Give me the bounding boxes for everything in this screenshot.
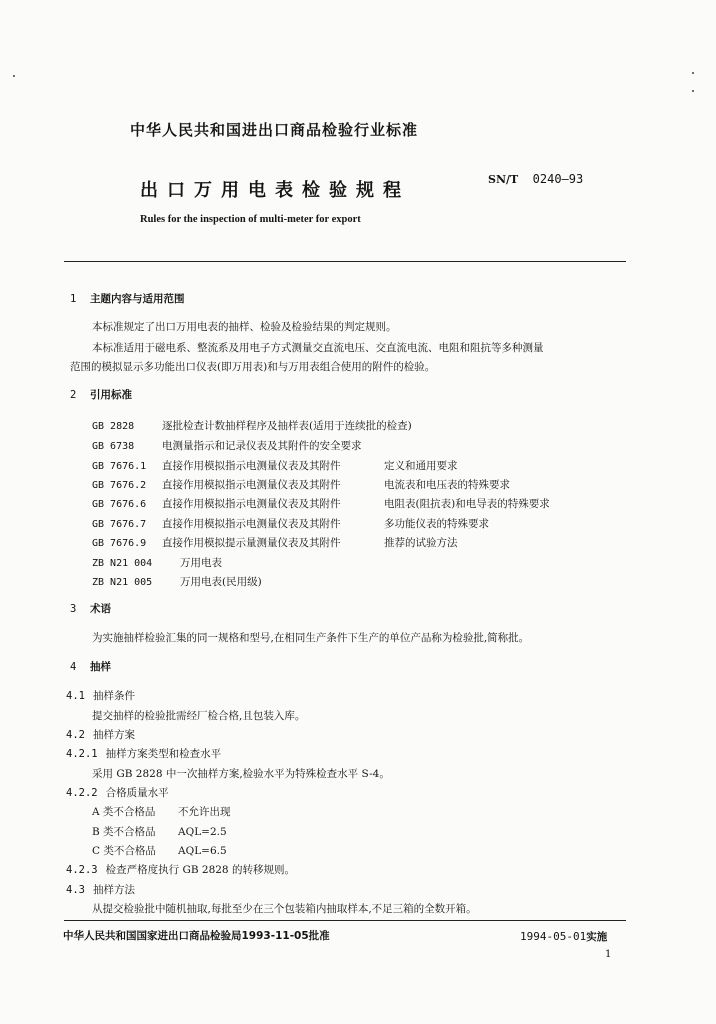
footer-divider [64,920,626,921]
standard-prefix: SN/T [488,173,519,186]
clause-4-2-1-heading: 4.2.1 抽样方案类型和检查水平 [66,748,222,760]
clause-4-1-text: 提交抽样的检验批需经厂检合格,且包装入库。 [92,710,306,722]
reference-item: ZB N21 005 万用电表(民用级) [92,576,262,588]
implementation-date: 1994-05-01实施 [520,930,608,943]
document-title-english: Rules for the inspection of multi-meter for export [140,214,361,225]
reference-item: GB 2828 逐批检查计数抽样程序及抽样表(适用于连续批的检查) [92,420,412,432]
reference-item: GB 7676.2 直接作用模拟指示电测量仪表及其附件 电流表和电压表的特殊要求 [92,479,510,491]
clause-4-2-2-heading: 4.2.2 合格质量水平 [66,787,169,799]
quality-level-item: C 类不合格品 AQL=6.5 [92,845,227,857]
reference-item: GB 7676.1 直接作用模拟指示电测量仪表及其附件 定义和通用要求 [92,460,458,472]
section-1-heading: 1 主题内容与适用范围 [70,293,185,305]
approval-note: 中华人民共和国国家进出口商品检验局1993-11-05批准 [63,930,330,942]
section-1-paragraph-1: 本标准规定了出口万用电表的抽样、检验及检验结果的判定规则。 [92,321,397,333]
section-3-heading: 3 术语 [70,603,111,615]
section-1-paragraph-2: 本标准适用于磁电系、整流系及用电子方式测量交直流电压、交直流电流、电阻和阻抗等多种测量 [92,342,544,354]
section-1-paragraph-2-cont: 范围的模拟显示多功能出口仪表(即万用表)和与万用表组合使用的附件的检验。 [70,361,436,373]
section-4-heading: 4 抽样 [70,661,111,673]
reference-item: GB 6738 电测量指示和记录仪表及其附件的安全要求 [92,440,362,452]
section-2-heading: 2 引用标准 [70,389,132,401]
clause-4-2-1-text: 采用 GB 2828 中一次抽样方案,检验水平为特殊检查水平 S-4。 [92,768,390,780]
standard-category-header: 中华人民共和国进出口商品检验行业标准 [130,121,419,139]
clause-4-2-3-heading: 4.2.3 检查严格度执行 GB 2828 的转移规则。 [66,864,295,876]
reference-item: ZB N21 004 万用电表 [92,557,222,569]
section-3-paragraph: 为实施抽样检验汇集的同一规格和型号,在相同生产条件下生产的单位产品称为检验批,简称批。 [92,632,530,644]
document-title: 出口万用电表检验规程 [140,180,410,201]
standard-number [488,172,583,186]
quality-level-item: A 类不合格品 不允许出现 [92,806,231,818]
scan-speck [13,75,15,77]
scan-speck [692,90,694,92]
header-divider [64,261,626,262]
quality-level-item: B 类不合格品 AQL=2.5 [92,826,227,838]
scan-speck [692,72,694,74]
clause-4-2-heading: 4.2 抽样方案 [66,729,135,741]
standard-code: 0240—93 [532,172,584,186]
page-number: 1 [605,949,612,960]
reference-item: GB 7676.6 直接作用模拟指示电测量仪表及其附件 电阻表(阻抗表)和电导表的特殊要求 [92,498,550,510]
reference-item: GB 7676.7 直接作用模拟指示电测量仪表及其附件 多功能仪表的特殊要求 [92,518,489,530]
reference-item: GB 7676.9 直接作用模拟提示量测量仪表及其附件 推荐的试验方法 [92,537,458,549]
clause-4-1-heading: 4.1 抽样条件 [66,690,135,702]
clause-4-3-text: 从提交检验批中随机抽取,每批至少在三个包装箱内抽取样本,不足三箱的全数开箱。 [92,903,477,915]
clause-4-3-heading: 4.3 抽样方法 [66,884,135,896]
